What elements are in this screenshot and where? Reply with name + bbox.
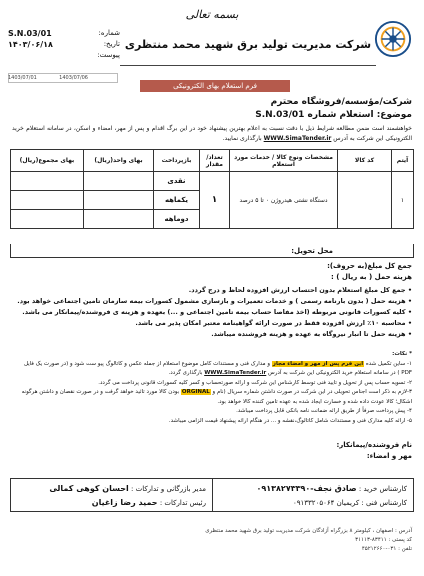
cell-desc: دستگاه نشتی هیدروژن ۰ تا ۵ درصد <box>230 172 338 229</box>
postal-code: کد پستی : ۸۳۴۱۱-۳۱۱۱۳ <box>355 537 412 543</box>
conditions-list <box>12 285 412 340</box>
payment-cash: نقدی <box>154 172 200 191</box>
note-1-e: بارگذاری گردد. <box>168 370 203 376</box>
contacts-box <box>10 478 414 512</box>
note-1-highlight: این فرم پس از مهر و امضاء مجاز <box>272 360 364 367</box>
note-3 <box>12 388 412 407</box>
notes-section <box>12 350 412 426</box>
note-3-a: ۳-لازم به ذکر است اجناس تحویلی در این شرکت در صورت داشتن شماره سریال (نام و <box>212 389 412 395</box>
supply-head-name: حمید رضا زاغیان <box>91 498 158 507</box>
condition-item: • جمع کل مبلغ استعلام بدون احتساب ارزش افزوده لحاظ و درج گردد. <box>12 285 412 296</box>
cell-qty: ۱ <box>200 172 230 229</box>
col-desc: مشخصات ونوع کالا / خدمات مورد استعلام <box>230 150 338 172</box>
note-2: ۲- تسویه حساب پس از تحویل و تایید فنی توسط کارشناس این شرکت و ارائه صورتحساب و کسر کلیه کسورات قانونی پرداخت می گردد. <box>98 379 412 386</box>
buy-expert-name: صادق نجف-۰۹۱۳۸۲۷۳۳۹۰ <box>256 484 357 493</box>
payment-two-months: دوماهه <box>154 210 200 229</box>
signature-block <box>336 440 412 462</box>
footer-address <box>12 527 412 554</box>
cell-total-price-2[interactable] <box>11 191 84 210</box>
col-qty: تعداد/مقدار <box>200 150 230 172</box>
note-3-c: بودن کالا مورد تائید خواهد گرفت و در صورت نقصان و داشتن هرگونه اشکال؛ کالا عودت داده شده و خسارت ایجاد شده به عهده تامین کننده کالا خواهد بود. <box>21 389 412 405</box>
cell-unit-price-3[interactable] <box>84 210 154 229</box>
cell-unit-price-1[interactable] <box>84 172 154 191</box>
address: آدرس : اصفهان ، کیلومتر ۸ بزرگراه آزادگان شرکت مدیریت تولید برق شهید محمد منتظری <box>205 528 412 534</box>
bismillah-heading: بسمه تعالی <box>185 8 239 21</box>
note-1 <box>12 360 412 379</box>
cell-unit-price-2[interactable] <box>84 191 154 210</box>
note-1-link[interactable]: WWW.SimaTender.ir <box>204 370 267 376</box>
cell-total-price-3[interactable] <box>11 210 84 229</box>
managers-column <box>11 479 212 511</box>
company-name: شرکت مدیریت تولید برق شهید محمد منتظری <box>124 38 372 51</box>
col-payment: بازپرداخت <box>154 150 200 172</box>
items-table <box>10 149 414 229</box>
company-header <box>120 30 376 66</box>
tech-expert: کارشناس فنی : کریمیان ۰۹۱۳۳۲۰۵۰۶۴ <box>293 499 407 507</box>
notes-title: * نکات: <box>392 351 412 357</box>
date-2: 1403/07/01 <box>8 75 37 81</box>
tender-link[interactable]: WWW.SimaTender.ir <box>263 135 332 142</box>
table-row <box>11 172 414 191</box>
note-1-c: و مدارک فنی و مستندات کامل موضوع استعلام از جمله عکس و کاتالوگ پیو ست شود و (در صورت یک فایل PDF ) در سامانه استعلام خرید الکترونیکی این شرکت به آدرس <box>23 360 412 376</box>
intro-paragraph <box>12 124 412 144</box>
note-5: ۵- ارائه کلیه مدارک فنی و مستندات شامل کاتالوگ،نقشه و ... در هنگام ارائه پیشنهاد قیمت الزامی میباشد. <box>168 417 412 424</box>
form-banner: فرم استعلام بهای الکترونیکی <box>140 80 290 92</box>
total-in-words-label: جمع کل مبلغ(به حروف): <box>327 262 412 270</box>
condition-item: • هزینه حمل تا انبار نیروگاه به عهده و هزینه فروشنده میباشد. <box>12 329 412 340</box>
col-total-price: بهای مجموع(ریال) <box>11 150 84 172</box>
tender-dates <box>8 75 88 81</box>
date-1: 1403/07/06 <box>59 75 88 81</box>
recipient-line: شرکت/مؤسسه/فروشگاه محترم <box>270 97 412 107</box>
table-header-row <box>11 150 414 172</box>
col-unit-price: بهای واحد(ریال) <box>84 150 154 172</box>
number-value: S.N.03/01 <box>8 29 52 38</box>
date-value: ۱۴۰۳/۰۶/۱۸ <box>8 40 53 49</box>
date-label: تاریخ: <box>103 40 120 48</box>
experts-column <box>212 479 413 511</box>
supply-head-label: رئیس تدارکات : <box>159 499 206 507</box>
cell-total-price-1[interactable] <box>11 172 84 191</box>
col-item: آیتم <box>392 150 414 172</box>
letter-meta <box>8 28 120 61</box>
stamp-label: مهر و امضاء: <box>366 452 412 460</box>
col-code: کد کالا <box>338 150 392 172</box>
shipping-cost-label: هزینه حمل ( به ریال ) : <box>331 273 412 281</box>
cell-code <box>338 172 392 229</box>
supplier-name-label: نام فروشنده/پیمانکار: <box>336 441 412 449</box>
attachment-label: پیوست: <box>97 51 120 59</box>
note-1-a: ۱- ساین تکمیل شده <box>365 360 412 367</box>
note-3-highlight: ORGINAL <box>181 389 210 395</box>
manager-name: احسان کوهی کمالی <box>49 484 129 493</box>
condition-item: • کلیه کسورات قانونی مربوطه (اخذ مفاصا حساب بیمه تامین اجتماعی و ...) بعهده و هزینه ی فروشنده/پیمانکار می باشد. <box>12 307 412 318</box>
delivery-place: محل تحویل: <box>10 244 414 258</box>
subject-line: موضوع: استعلام شماره S.N.03/01 <box>255 110 412 120</box>
condition-item: • محاسبه ۱۰٪ ارزش افزوده فقط در صورت ارائه گواهینامه معتبر امکان پذیر می باشد. <box>12 318 412 329</box>
payment-one-month: یکماهه <box>154 191 200 210</box>
condition-item: • هزینه حمل ( بدون بارنامه رسمی ) و خدمات تعمیرات و بازسازی مشمول کسورات بیمه سازمان تامین اجتماعی خواهد بود. <box>12 296 412 307</box>
buy-expert-label: کارشناس خرید : <box>358 485 407 493</box>
cell-item: ۱ <box>392 172 414 229</box>
phone: تلفن : ۰۳۱-۴۵۲۱۲۶۶۰ <box>361 546 412 552</box>
intro-text: خواهشمند است ضمن مطالعه شرایط ذیل با دقت نسبت به اعلام بهترین پیشنهاد خود در این برگ اقدام و پس از مهر، امضاء و اسکن، در سامانه استعلام خرید الکترونیکی این شرکت به آدرس <box>12 125 412 142</box>
company-logo-icon <box>374 20 412 58</box>
manager-label: مدیر بازرگانی و تدارکات : <box>131 485 206 493</box>
note-4: ۴- پیش پرداخت صرفاً از طریق ارائه ضمانت نامه بانکی قابل پرداخت میباشد. <box>236 408 412 414</box>
number-label: شماره: <box>98 29 120 37</box>
intro-end: بارگذاری نمایید. <box>222 135 262 142</box>
